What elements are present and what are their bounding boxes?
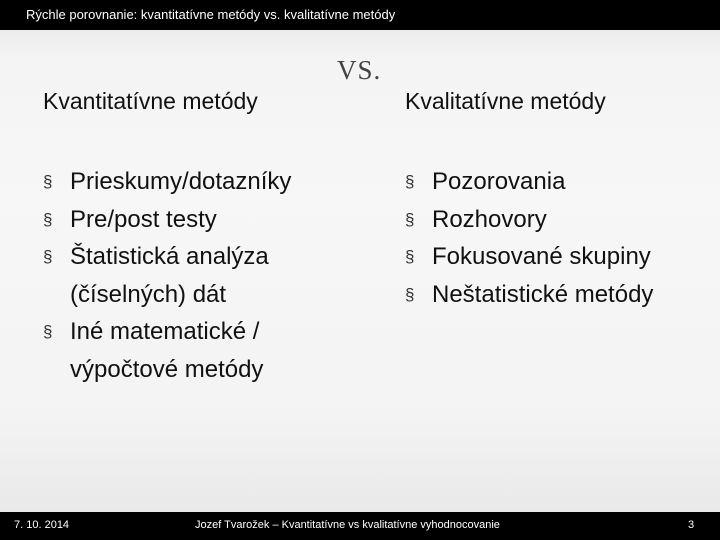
list-item xyxy=(43,313,343,388)
list-item-text: Neštatistické metódy xyxy=(432,280,654,308)
footer-date: 7. 10. 2014 xyxy=(14,519,70,531)
square-bullet-icon: § xyxy=(405,172,415,191)
left-column-heading: Kvantitatívne metódy xyxy=(43,88,258,114)
left-bullet-list xyxy=(43,163,343,388)
list-item xyxy=(405,163,685,201)
square-bullet-icon: § xyxy=(43,172,53,191)
header-title: Rýchle porovnanie: kvantitatívne metódy vs. kvalitatívne metódy xyxy=(26,7,396,22)
square-bullet-icon: § xyxy=(43,209,53,229)
square-bullet-icon: § xyxy=(43,247,53,266)
list-item xyxy=(405,201,685,239)
square-bullet-icon: § xyxy=(405,284,415,304)
square-bullet-icon: § xyxy=(405,247,415,266)
left-column xyxy=(43,88,343,383)
header-bar xyxy=(0,0,720,30)
list-item xyxy=(405,276,685,314)
right-column-heading: Kvalitatívne metódy xyxy=(405,88,606,114)
list-item-text: Prieskumy/dotazníky xyxy=(70,168,292,195)
right-column xyxy=(405,88,705,308)
list-item xyxy=(43,201,343,239)
vs-label: VS. xyxy=(337,55,382,85)
list-item-text: Iné matematické / výpočtové metódy xyxy=(70,318,264,383)
right-bullet-list xyxy=(405,163,685,313)
footer-author-title: Jozef Tvarožek – Kvantitatívne vs kvalitatívne vyhodnocovanie xyxy=(195,519,500,531)
page-number: 3 xyxy=(688,519,695,531)
list-item-text: Pre/post testy xyxy=(70,205,217,233)
list-item-text: Pozorovania xyxy=(432,168,566,195)
square-bullet-icon: § xyxy=(43,322,53,341)
footer-bar xyxy=(0,512,720,540)
list-item xyxy=(405,238,685,276)
list-item-text: Rozhovory xyxy=(432,205,547,233)
list-item xyxy=(43,238,343,313)
list-item-text: Fokusované skupiny xyxy=(432,243,651,270)
square-bullet-icon: § xyxy=(405,209,415,229)
list-item-text: Štatistická analýza (číselných) dát xyxy=(70,243,269,308)
list-item xyxy=(43,163,343,201)
